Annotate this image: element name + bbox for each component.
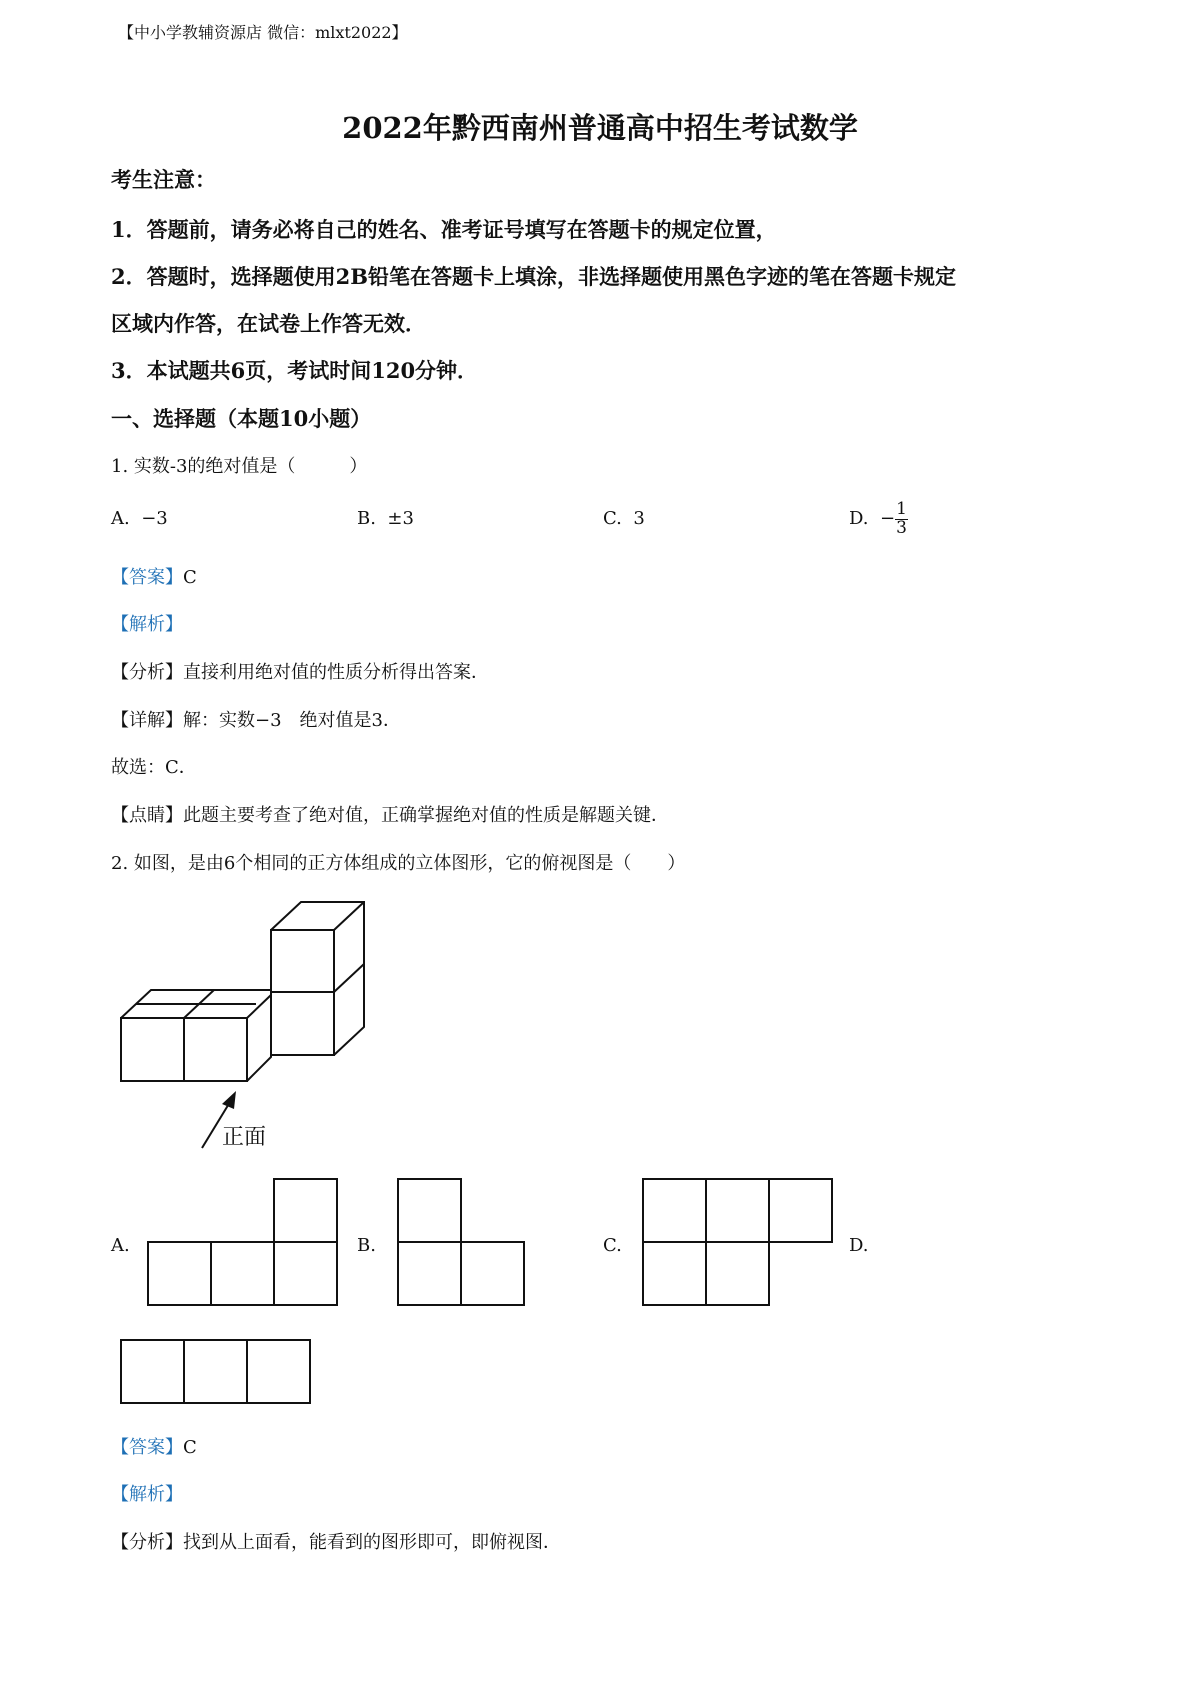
section-heading: 一、选择题（本题10小题） xyxy=(111,406,372,431)
q1-comment: 【点睛】此题主要考查了绝对值，正确掌握绝对值的性质是解题关键． xyxy=(111,805,669,826)
option-text: − xyxy=(879,508,896,529)
denominator: 3 xyxy=(896,517,907,538)
option-d-shape xyxy=(121,1340,310,1403)
source-header: 【中小学教辅资源店 微信：mlxt2022】 xyxy=(118,23,408,42)
q2-option-a-label: A. xyxy=(111,1235,130,1256)
q2-option-c-label: C. xyxy=(603,1235,622,1256)
q2-analysis: 【分析】找到从上面看，能看到的图形即可，即俯视图． xyxy=(111,1532,561,1553)
q2-option-d-label: D. xyxy=(849,1235,869,1256)
option-label: D. xyxy=(849,508,869,529)
option-text: 3 xyxy=(633,508,645,529)
q2-stem: 2. 如图，是由6个相同的正方体组成的立体图形，它的俯视图是（ ） xyxy=(111,853,686,874)
q1-detail: 【详解】解：实数−3 绝对值是3． xyxy=(111,710,401,731)
q1-choice: 故选：C． xyxy=(111,757,197,778)
notice-item-1: 1．答题前，请务必将自己的姓名、准考证号填写在答题卡的规定位置， xyxy=(111,217,777,242)
page-title: 2022年黔西南州普通高中招生考试数学 xyxy=(342,111,858,145)
notice-item-2: 2．答题时，选择题使用2B铅笔在答题卡上填涂，非选择题使用黑色字迹的笔在答题卡规定 xyxy=(111,264,956,289)
q1-analysis-tag: 【解析】 xyxy=(111,614,183,635)
q2-answer xyxy=(111,1433,197,1459)
q1-analysis: 【分析】直接利用绝对值的性质分析得出答案． xyxy=(111,662,489,683)
q2-option-b-label: B. xyxy=(357,1235,376,1256)
option-c-shape xyxy=(643,1179,832,1305)
notice-item-2-cont: 区域内作答，在试卷上作答无效． xyxy=(111,311,426,336)
answer-value: C xyxy=(183,1437,197,1458)
option-label: A. xyxy=(111,508,130,529)
answer-tag: 【答案】 xyxy=(111,567,183,588)
notice-item-3: 3．本试题共6页，考试时间120分钟． xyxy=(111,358,479,383)
option-label: B. xyxy=(357,508,376,529)
q2-analysis-tag: 【解析】 xyxy=(111,1484,183,1505)
q1-stem: 1. 实数-3的绝对值是（ ） xyxy=(111,456,368,477)
answer-value: C xyxy=(183,567,197,588)
answer-tag: 【答案】 xyxy=(111,1437,183,1458)
option-text: −3 xyxy=(141,508,168,529)
option-b-shape xyxy=(398,1179,524,1305)
option-a-shape xyxy=(148,1179,337,1305)
notice-heading: 考生注意： xyxy=(111,167,216,192)
option-text: ±3 xyxy=(387,508,414,529)
figure-label-front: 正面 xyxy=(222,1125,267,1150)
option-label: C. xyxy=(603,508,622,529)
numerator: 1 xyxy=(896,498,907,519)
